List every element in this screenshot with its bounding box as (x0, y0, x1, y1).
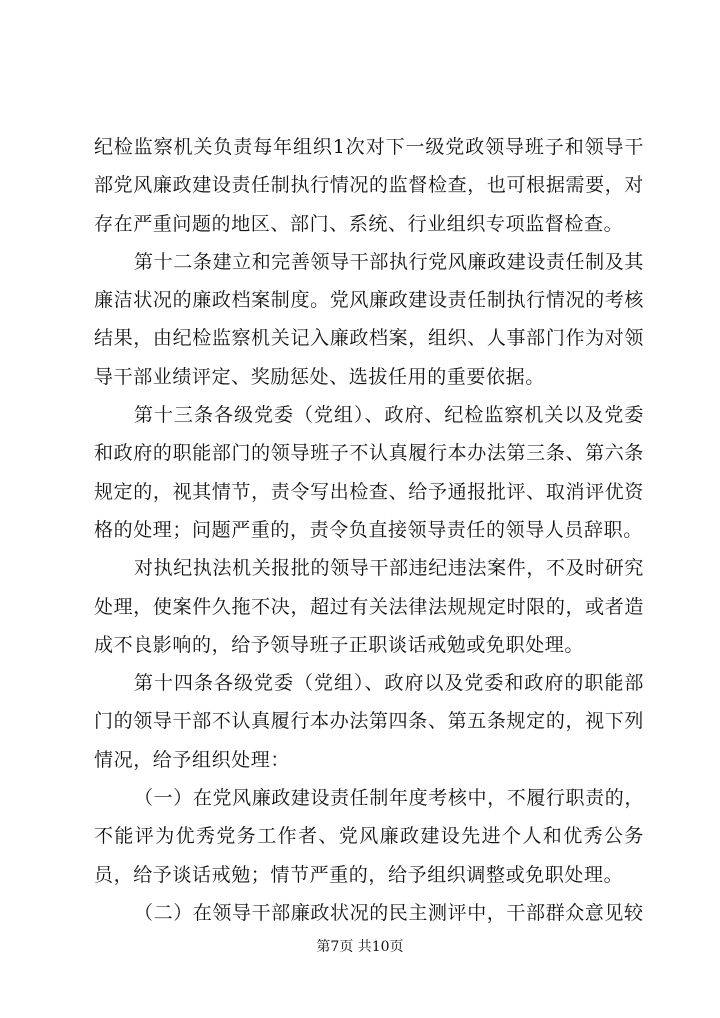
paragraph: 纪检监察机关负责每年组织1次对下一级党政领导班子和领导干部党风廉政建设责任制执行情况的监督检查，也可根据需要，对存在严重问题的地区、部门、系统、行业组织专项监督检查。 (94, 136, 644, 235)
document-body (94, 128, 644, 932)
paragraph-article-13: 第十三条各级党委（党组）、政府、纪检监察机关以及党委和政府的职能部门的领导班子不认真履行本办法第三条、第六条规定的，视其情节，责令写出检查、给予通报批评、取消评优资格的处理；问题严重的，责令负直接领导责任的领导人员辞职。 (94, 404, 644, 541)
paragraph-item-1: （一）在党风廉政建设责任制年度考核中，不履行职责的，不能评为优秀党务工作者、党风廉政建设先进个人和优秀公务员，给予谈话戒勉；情节严重的，给予组织调整或免职处理。 (94, 787, 644, 886)
page-number-footer: 第7页 共10页 (316, 939, 404, 955)
paragraph-article-12: 第十二条建立和完善领导干部执行党风廉政建设责任制及其廉洁状况的廉政档案制度。党风廉政建设责任制执行情况的考核结果，由纪检监察机关记入廉政档案，组织、人事部门作为对领导干部业绩评定、奖励惩处、选拔任用的重要依据。 (94, 250, 644, 388)
paragraph-item-2: （二）在领导干部廉政状况的民主测评中，干部群众意见较 (134, 901, 644, 924)
paragraph-article-14: 第十四条各级党委（党组）、政府以及党委和政府的职能部门的领导干部不认真履行本办法第四条、第五条规定的，视下列情况，给予组织处理： (94, 672, 644, 771)
paragraph-case-handling: 对执纪执法机关报批的领导干部违纪违法案件，不及时研究处理，使案件久拖不决，超过有关法律法规规定时限的，或者造成不良影响的，给予领导班子正职谈话戒勉或免职处理。 (94, 557, 644, 656)
